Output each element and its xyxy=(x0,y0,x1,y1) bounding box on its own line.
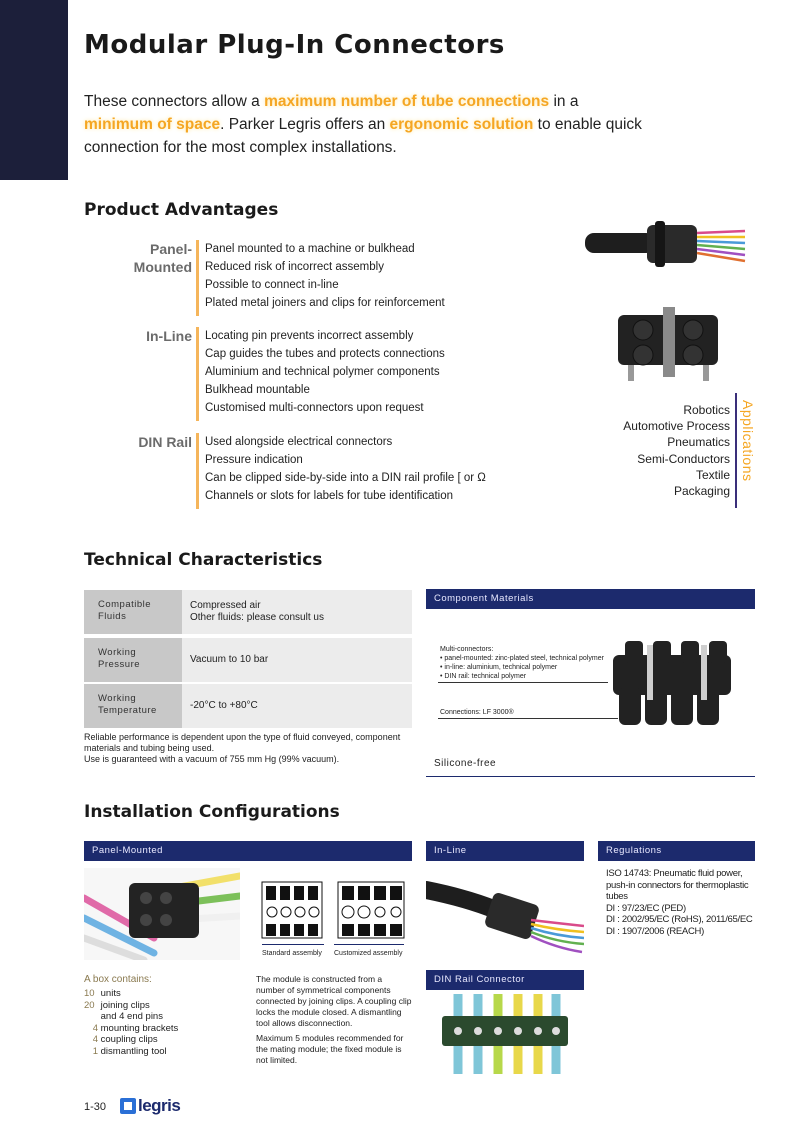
applications-bar xyxy=(735,393,737,508)
list-item: Channels or slots for labels for tube identification xyxy=(205,490,454,502)
materials-text: Multi-connectors: • panel-mounted: zinc-plated steel, technical polymer • in-line: aluminium, technical polymer • DIN rail: technical polymer xyxy=(440,646,604,680)
inline-header: In-Line xyxy=(426,841,584,861)
materials-divider xyxy=(426,776,755,777)
adv-bar xyxy=(196,327,199,421)
tc-value: Vacuum to 10 bar xyxy=(190,654,269,665)
din-multi-image xyxy=(605,635,740,735)
list-item: Used alongside electrical connectors xyxy=(205,436,393,448)
list-item: 20 joining clips xyxy=(84,999,150,1011)
silicone-text: Silicone-free xyxy=(434,758,497,769)
adv-label-inline: In-Line xyxy=(146,328,192,344)
standard-caption: Standard assembly xyxy=(262,950,322,957)
list-item: Semi-Conductors xyxy=(637,451,730,466)
page-title: Modular Plug-In Connectors xyxy=(84,30,505,60)
regulations-header: Regulations xyxy=(598,841,755,861)
legris-logo-text: legris xyxy=(138,1096,181,1115)
panel-mounted-header: Panel-Mounted xyxy=(84,841,412,861)
page-number: 1-30 xyxy=(84,1101,107,1113)
highlight-3: ergonomic solution xyxy=(389,116,534,133)
panel-mounted-image xyxy=(84,868,240,960)
list-item: 10 units xyxy=(84,988,121,999)
assembly-diagram xyxy=(258,880,408,942)
list-item: Customised multi-connectors upon request xyxy=(205,402,424,414)
technical-heading: Technical Characteristics xyxy=(84,550,323,570)
list-item: Pressure indication xyxy=(205,454,303,466)
list-item: Pneumatics xyxy=(667,435,730,450)
list-item: DI : 97/23/EC (PED) xyxy=(606,902,686,914)
legris-logo-icon xyxy=(120,1098,136,1114)
tc-row-pressure xyxy=(84,638,412,682)
list-item: Can be clipped side-by-side into a DIN rail profile [ or Ω xyxy=(205,472,486,484)
connections-text: Connections: LF 3000® xyxy=(440,709,514,716)
regulations-list xyxy=(606,868,756,937)
list-item: Bulkhead mountable xyxy=(205,384,310,396)
materials-header: Component Materials xyxy=(426,589,755,609)
caption-line xyxy=(334,944,404,945)
leader-line xyxy=(438,718,618,719)
tc-key: Compatible Fluids xyxy=(84,590,182,634)
list-item: Panel mounted to a machine or bulkhead xyxy=(205,243,415,255)
list-item: 4 mounting brackets xyxy=(92,1022,179,1034)
module-description: The module is constructed from a number of symmetrical components connected by joining clips. A coupling clip locks the module closed. A dismantling tool allows disconnection. Maximum 5 modules recommended for the mating module; the fixed module is not limited. xyxy=(256,974,412,1065)
list-item: ISO 14743: Pneumatic fluid power, push-in connectors for thermoplastic tubes xyxy=(606,868,749,902)
applications-list xyxy=(623,402,730,499)
list-item: Cap guides the tubes and protects connections xyxy=(205,348,445,360)
list-item: Automotive Process xyxy=(623,419,730,434)
adv-bar xyxy=(196,433,199,509)
list-item: DI : 2002/95/EC (RoHS), 2011/65/EC xyxy=(606,914,753,925)
cable-connector-image xyxy=(585,215,750,275)
tc-row-fluids xyxy=(84,590,412,634)
list-item: and 4 end pins xyxy=(100,1011,163,1022)
highlight-1: maximum number of tube connections xyxy=(264,93,550,110)
list-item: Possible to connect in-line xyxy=(205,279,339,291)
legris-logo xyxy=(120,1096,180,1116)
caption-line xyxy=(262,944,324,945)
tc-key: Working Pressure xyxy=(84,638,182,682)
adv-list-panel xyxy=(205,240,445,312)
list-item: Plated metal joiners and clips for reinforcement xyxy=(205,297,445,309)
box-title: A box contains: xyxy=(84,974,152,985)
list-item: 4 coupling clips xyxy=(92,1034,158,1045)
din-rail-image xyxy=(440,994,570,1074)
adv-list-din xyxy=(205,433,486,505)
adv-label-din: DIN Rail xyxy=(138,434,192,450)
sidebar-strip xyxy=(0,0,68,180)
list-item: Robotics xyxy=(683,403,730,417)
tc-value: Compressed air Other fluids: please consult us xyxy=(190,600,324,623)
list-item: 1 dismantling tool xyxy=(92,1045,167,1057)
tc-value: -20°C to +80°C xyxy=(190,700,258,711)
leader-line xyxy=(438,682,608,683)
installation-heading: Installation Configurations xyxy=(84,802,340,822)
highlight-2: minimum of space xyxy=(84,116,221,133)
inline-connector-image xyxy=(426,868,584,956)
list-item: Aluminium and technical polymer components xyxy=(205,366,440,378)
intro-paragraph: These connectors allow a maximum number of tube connections in a minimum of space. Parker Legris offers an ergonomic solution to enable quick connection for the most complex installations. xyxy=(84,93,642,156)
technical-notes: Reliable performance is dependent upon the type of fluid conveyed, component materials and tubing being used. Use is guaranteed with a vacuum of 755 mm Hg (99% vacuum). xyxy=(84,732,401,764)
box-list xyxy=(84,988,254,1057)
tc-row-temperature xyxy=(84,684,412,728)
advantages-heading: Product Advantages xyxy=(84,200,279,220)
list-item: Reduced risk of incorrect assembly xyxy=(205,261,384,273)
custom-caption: Customized assembly xyxy=(334,950,403,957)
adv-label-panel: Panel- Mounted xyxy=(133,241,192,275)
adv-bar xyxy=(196,240,199,316)
list-item: DI : 1907/2006 (REACH) xyxy=(606,925,704,937)
list-item: Textile xyxy=(695,467,730,482)
list-item: Locating pin prevents incorrect assembly xyxy=(205,330,414,342)
adv-list-inline xyxy=(205,327,445,417)
list-item: Packaging xyxy=(673,484,730,499)
applications-title: Applications xyxy=(740,400,756,482)
tc-key: Working Temperature xyxy=(84,684,182,728)
din-rail-header: DIN Rail Connector xyxy=(426,970,584,990)
multi-connector-image xyxy=(608,305,733,385)
